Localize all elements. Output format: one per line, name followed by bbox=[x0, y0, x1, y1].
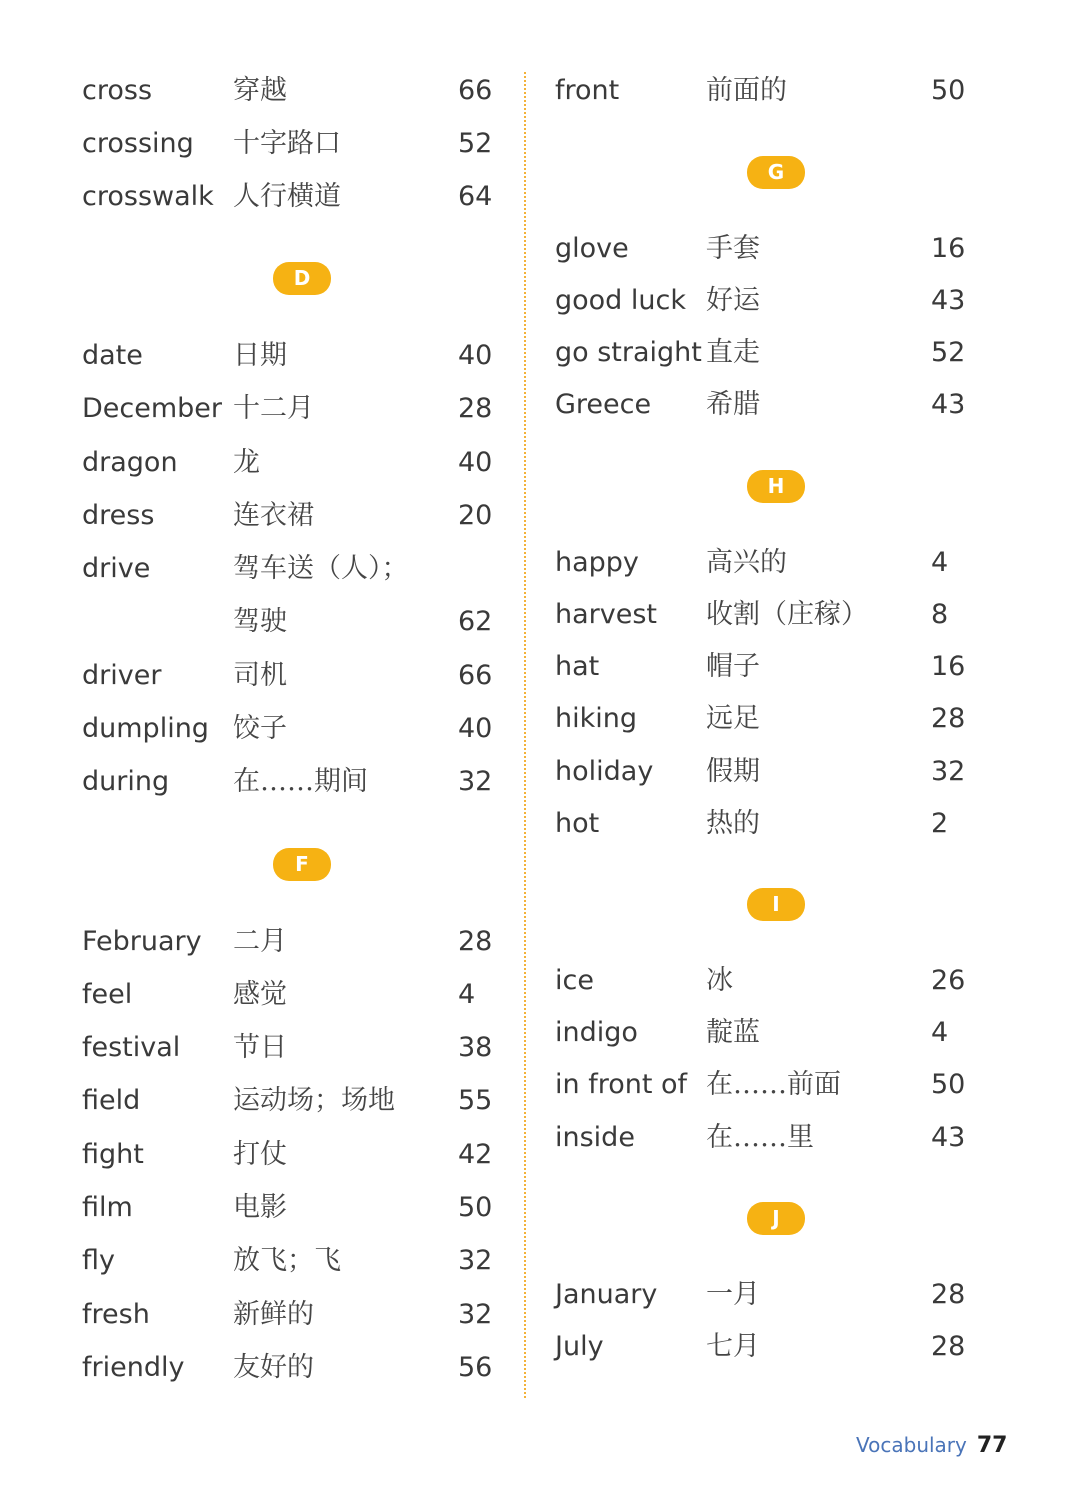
entry-word: inside bbox=[555, 1122, 635, 1153]
entry-meaning: 日期 bbox=[233, 340, 287, 371]
vocab-entry bbox=[528, 956, 1080, 1006]
vocab-entry bbox=[0, 119, 520, 169]
vocab-entry bbox=[0, 1130, 520, 1180]
entry-page: 32 bbox=[458, 766, 493, 797]
entry-meaning: 远足 bbox=[706, 703, 760, 734]
entry-page: 64 bbox=[458, 181, 493, 212]
vocab-entry bbox=[528, 1113, 1080, 1163]
vocab-entry bbox=[0, 1076, 520, 1126]
vocab-entry bbox=[0, 491, 520, 541]
entry-meaning: 在……期间 bbox=[233, 766, 368, 797]
entry-meaning: 驾车送（人）； bbox=[233, 553, 409, 584]
vocab-entry bbox=[528, 694, 1080, 744]
entry-page: 66 bbox=[458, 75, 493, 106]
entry-word: fly bbox=[82, 1245, 115, 1276]
vocab-entry bbox=[0, 704, 520, 754]
vocab-entry bbox=[528, 1322, 1080, 1372]
entry-meaning: 手套 bbox=[706, 233, 760, 264]
vocab-entry bbox=[528, 799, 1080, 849]
entry-meaning: 十字路口 bbox=[233, 128, 341, 159]
entry-word: drive bbox=[82, 553, 151, 584]
entry-meaning: 一月 bbox=[706, 1279, 760, 1310]
vocab-entry bbox=[0, 1023, 520, 1073]
column-divider bbox=[524, 72, 526, 1398]
entry-meaning: 饺子 bbox=[233, 713, 287, 744]
vocab-entry-continuation bbox=[0, 597, 520, 647]
vocab-entry bbox=[528, 276, 1080, 326]
entry-page: 55 bbox=[458, 1085, 493, 1116]
entry-word: festival bbox=[82, 1032, 181, 1063]
entry-meaning: 放飞；飞 bbox=[233, 1245, 341, 1276]
entry-meaning: 司机 bbox=[233, 660, 287, 691]
entry-page: 52 bbox=[931, 337, 966, 368]
entry-page: 4 bbox=[458, 979, 476, 1010]
entry-page: 40 bbox=[458, 447, 493, 478]
entry-meaning: 帽子 bbox=[706, 651, 760, 682]
entry-word: driver bbox=[82, 660, 162, 691]
entry-word: hot bbox=[555, 808, 600, 839]
entry-word: during bbox=[82, 766, 170, 797]
entry-word: July bbox=[555, 1331, 604, 1362]
entry-word: harvest bbox=[555, 599, 658, 630]
entry-page: 50 bbox=[931, 75, 966, 106]
entry-page: 26 bbox=[931, 965, 966, 996]
entry-page: 2 bbox=[931, 808, 949, 839]
entry-word: fresh bbox=[82, 1299, 150, 1330]
entry-page: 16 bbox=[931, 233, 966, 264]
entry-word: friendly bbox=[82, 1352, 185, 1383]
entry-meaning: 前面的 bbox=[706, 75, 787, 106]
entry-meaning: 收割（庄稼） bbox=[706, 599, 868, 630]
vocab-entry bbox=[0, 1290, 520, 1340]
letter-badge-j: J bbox=[747, 1202, 805, 1235]
entry-word: February bbox=[82, 926, 202, 957]
entry-meaning: 龙 bbox=[233, 447, 260, 478]
entry-meaning: 节日 bbox=[233, 1032, 287, 1063]
footer-section-label: Vocabulary bbox=[856, 1433, 967, 1457]
letter-badge-h: H bbox=[747, 470, 805, 503]
vocab-entry bbox=[528, 1060, 1080, 1110]
entry-word: Greece bbox=[555, 389, 652, 420]
vocab-entry bbox=[528, 66, 1080, 116]
entry-word: feel bbox=[82, 979, 133, 1010]
vocab-entry bbox=[0, 757, 520, 807]
entry-word: December bbox=[82, 393, 223, 424]
entry-meaning: 穿越 bbox=[233, 75, 287, 106]
entry-page: 42 bbox=[458, 1139, 493, 1170]
page-footer bbox=[856, 1428, 1007, 1462]
entry-page: 4 bbox=[931, 547, 949, 578]
vocab-entry bbox=[528, 642, 1080, 692]
vocab-entry bbox=[528, 1270, 1080, 1320]
entry-page: 28 bbox=[458, 926, 493, 957]
vocab-entry bbox=[0, 1183, 520, 1233]
vocab-entry bbox=[0, 438, 520, 488]
entry-meaning: 七月 bbox=[706, 1331, 760, 1362]
vocab-entry bbox=[528, 538, 1080, 588]
entry-page: 43 bbox=[931, 285, 966, 316]
entry-word: happy bbox=[555, 547, 639, 578]
entry-word: film bbox=[82, 1192, 133, 1223]
vocab-entry bbox=[528, 1008, 1080, 1058]
entry-word: hiking bbox=[555, 703, 638, 734]
entry-meaning: 十二月 bbox=[233, 393, 314, 424]
entry-word: dress bbox=[82, 500, 155, 531]
entry-page: 8 bbox=[931, 599, 949, 630]
entry-word: in front of bbox=[555, 1069, 688, 1100]
vocab-entry bbox=[0, 384, 520, 434]
entry-page: 32 bbox=[458, 1299, 493, 1330]
entry-page: 4 bbox=[931, 1017, 949, 1048]
entry-meaning: 连衣裙 bbox=[233, 500, 314, 531]
vocab-entry bbox=[528, 747, 1080, 797]
entry-page: 50 bbox=[458, 1192, 493, 1223]
entry-word: cross bbox=[82, 75, 153, 106]
entry-word: holiday bbox=[555, 756, 654, 787]
entry-page: 16 bbox=[931, 651, 966, 682]
entry-meaning: 靛蓝 bbox=[706, 1017, 760, 1048]
entry-meaning: 二月 bbox=[233, 926, 287, 957]
vocab-entry bbox=[528, 224, 1080, 274]
page-number: 77 bbox=[976, 1433, 1008, 1458]
entry-page: 32 bbox=[931, 756, 966, 787]
entry-page: 56 bbox=[458, 1352, 493, 1383]
entry-meaning: 友好的 bbox=[233, 1352, 314, 1383]
letter-badge-d: D bbox=[273, 262, 331, 295]
entry-meaning: 假期 bbox=[706, 756, 760, 787]
entry-page: 50 bbox=[931, 1069, 966, 1100]
vocab-entry bbox=[0, 66, 520, 116]
entry-word: field bbox=[82, 1085, 141, 1116]
entry-page: 66 bbox=[458, 660, 493, 691]
entry-page: 43 bbox=[931, 389, 966, 420]
vocab-entry bbox=[528, 328, 1080, 378]
vocab-entry bbox=[0, 917, 520, 967]
entry-page: 40 bbox=[458, 713, 493, 744]
vocab-entry bbox=[528, 380, 1080, 430]
entry-meaning: 打仗 bbox=[233, 1139, 287, 1170]
entry-meaning: 驾驶 bbox=[233, 606, 287, 637]
entry-page: 28 bbox=[458, 393, 493, 424]
vocab-entry bbox=[0, 1343, 520, 1393]
entry-word: indigo bbox=[555, 1017, 638, 1048]
entry-word: dumpling bbox=[82, 713, 209, 744]
entry-meaning: 冰 bbox=[706, 965, 733, 996]
entry-meaning: 人行横道 bbox=[233, 181, 341, 212]
entry-page: 32 bbox=[458, 1245, 493, 1276]
vocab-entry bbox=[0, 1236, 520, 1286]
entry-meaning: 高兴的 bbox=[706, 547, 787, 578]
entry-word: crosswalk bbox=[82, 181, 214, 212]
entry-page: 20 bbox=[458, 500, 493, 531]
entry-page: 28 bbox=[931, 1331, 966, 1362]
entry-word: go straight bbox=[555, 337, 702, 368]
letter-badge-g: G bbox=[747, 156, 805, 189]
entry-meaning: 电影 bbox=[233, 1192, 287, 1223]
entry-meaning: 运动场；场地 bbox=[233, 1085, 395, 1116]
letter-badge-i: I bbox=[747, 888, 805, 921]
vocab-entry bbox=[0, 172, 520, 222]
entry-page: 38 bbox=[458, 1032, 493, 1063]
entry-page: 62 bbox=[458, 606, 493, 637]
entry-page: 28 bbox=[931, 1279, 966, 1310]
entry-meaning: 感觉 bbox=[233, 979, 287, 1010]
entry-word: good luck bbox=[555, 285, 686, 316]
entry-page: 28 bbox=[931, 703, 966, 734]
entry-meaning: 好运 bbox=[706, 285, 760, 316]
vocab-entry bbox=[0, 331, 520, 381]
entry-word: January bbox=[555, 1279, 658, 1310]
entry-page: 52 bbox=[458, 128, 493, 159]
vocab-entry bbox=[0, 544, 520, 594]
entry-meaning: 希腊 bbox=[706, 389, 760, 420]
entry-meaning: 在……里 bbox=[706, 1122, 814, 1153]
entry-meaning: 新鲜的 bbox=[233, 1299, 314, 1330]
entry-page: 40 bbox=[458, 340, 493, 371]
entry-meaning: 直走 bbox=[706, 337, 760, 368]
entry-page: 43 bbox=[931, 1122, 966, 1153]
entry-meaning: 热的 bbox=[706, 808, 760, 839]
vocab-entry bbox=[528, 590, 1080, 640]
entry-word: ice bbox=[555, 965, 594, 996]
entry-word: date bbox=[82, 340, 143, 371]
entry-word: dragon bbox=[82, 447, 178, 478]
letter-badge-f: F bbox=[273, 848, 331, 881]
entry-word: crossing bbox=[82, 128, 194, 159]
vocab-entry bbox=[0, 651, 520, 701]
entry-word: front bbox=[555, 75, 620, 106]
entry-word: fight bbox=[82, 1139, 144, 1170]
vocab-entry bbox=[0, 970, 520, 1020]
entry-meaning: 在……前面 bbox=[706, 1069, 841, 1100]
entry-word: glove bbox=[555, 233, 629, 264]
entry-word: hat bbox=[555, 651, 600, 682]
